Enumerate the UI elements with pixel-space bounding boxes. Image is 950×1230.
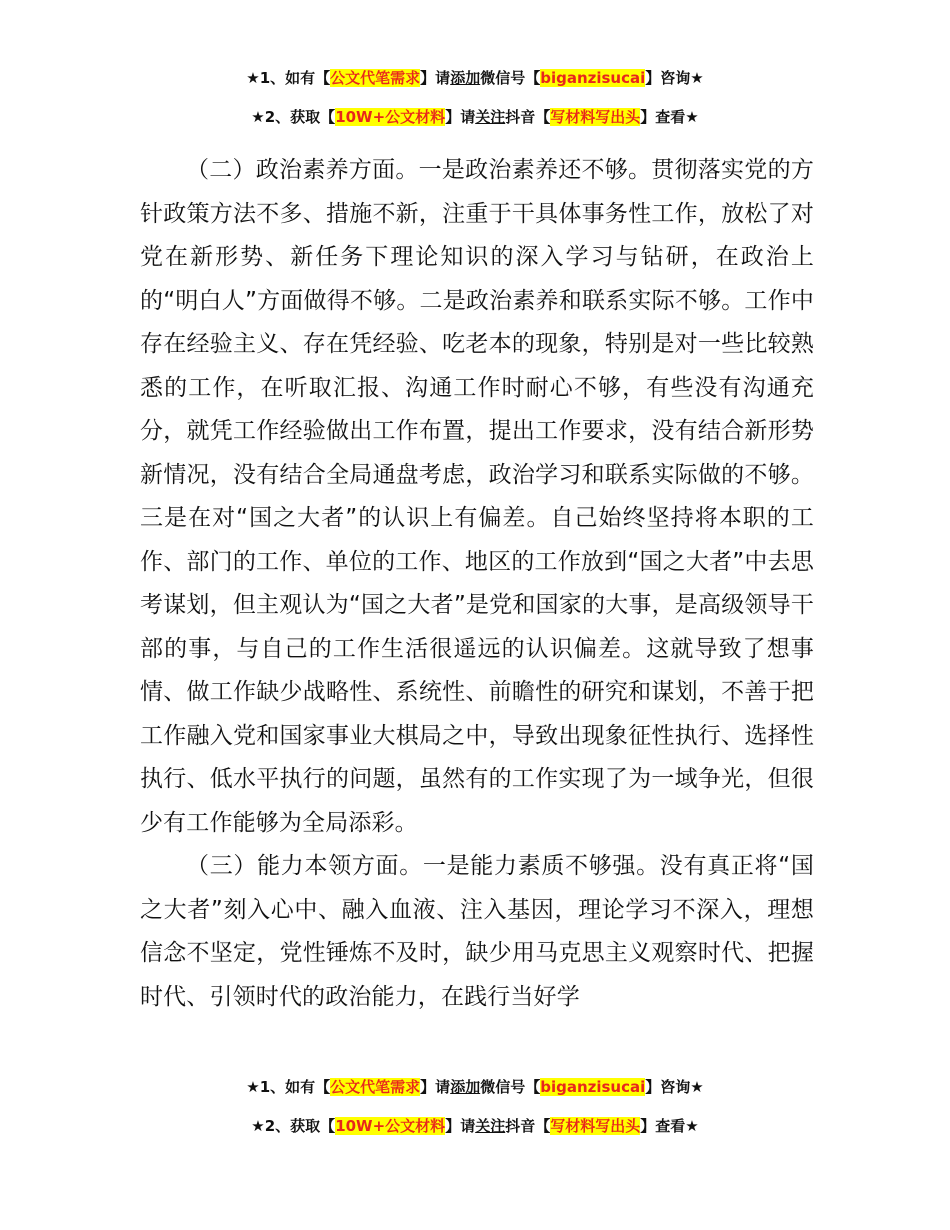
banner-highlight: 写材料写出头 <box>550 108 641 126</box>
footer-banner-line-2 <box>0 1115 950 1137</box>
banner-highlight: 写材料写出头 <box>550 1117 641 1135</box>
banner-text: ★2、获取【 <box>251 108 336 126</box>
document-body <box>140 149 814 1019</box>
banner-highlight: biganzisucai <box>540 1078 646 1096</box>
banner-highlight: 10W+公文材料 <box>335 108 446 126</box>
banner-text: 】请 <box>420 69 451 87</box>
banner-text: 】咨询★ <box>645 1078 704 1096</box>
banner-underline: 关注 <box>475 1117 506 1135</box>
banner-underline: 添加 <box>450 69 481 87</box>
banner-text: ★2、获取【 <box>251 1117 336 1135</box>
banner-text: 】查看★ <box>640 1117 699 1135</box>
banner-highlight: 公文代笔需求 <box>330 69 421 87</box>
banner-underline: 添加 <box>450 1078 481 1096</box>
banner-text: 】咨询★ <box>645 69 704 87</box>
paragraph-ability: （三）能力本领方面。一是能力素质不够强。没有真正将“国之大者”刻入心中、融入血液、注入基因，理论学习不深入，理想信念不坚定，党性锤炼不及时，缺少用马克思主义观察时代、把握时代、引领时代的政治能力，在践行当好学 <box>140 853 814 1010</box>
banner-text: 】请 <box>445 1117 476 1135</box>
banner-text: ★1、如有【 <box>246 69 331 87</box>
banner-text: 微信号【 <box>480 1078 541 1096</box>
banner-text: 】查看★ <box>640 108 699 126</box>
banner-text: 微信号【 <box>480 69 541 87</box>
banner-highlight: 10W+公文材料 <box>335 1117 446 1135</box>
banner-text: 抖音【 <box>505 108 551 126</box>
paragraph-political-literacy: （二）政治素养方面。一是政治素养还不够。贯彻落实党的方针政策方法不多、措施不新，注重于干具体事务性工作，放松了对党在新形势、新任务下理论知识的深入学习与钻研，在政治上的“明白人”方面做得不够。二是政治素养和联系实际不够。工作中存在经验主义、存在凭经验、吃老本的现象，特别是对一些比较熟悉的工作，在听取汇报、沟通工作时耐心不够，有些没有沟通充分，就凭工作经验做出工作布置，提出工作要求，没有结合新形势新情况，没有结合全局通盘考虑，政治学习和联系实际做的不够。三是在对“国之大者”的认识上有偏差。自己始终坚持将本职的工作、部门的工作、单位的工作、地区的工作放到“国之大者”中去思考谋划，但主观认为“国之大者”是党和国家的大事，是高级领导干部的事，与自己的工作生活很遥远的认识偏差。这就导致了想事情、做工作缺少战略性、系统性、前瞻性的研究和谋划，不善于把工作融入党和国家事业大棋局之中，导致出现象征性执行、选择性执行、低水平执行的问题，虽然有的工作实现了为一域争光，但很少有工作能够为全局添彩。 <box>140 157 814 836</box>
banner-text: 】请 <box>420 1078 451 1096</box>
header-banner-line-1 <box>0 67 950 89</box>
banner-text: 】请 <box>445 108 476 126</box>
banner-highlight: biganzisucai <box>540 69 646 87</box>
banner-text: 抖音【 <box>505 1117 551 1135</box>
header-banner-line-2 <box>0 106 950 128</box>
footer-banner-line-1 <box>0 1076 950 1098</box>
banner-text: ★1、如有【 <box>246 1078 331 1096</box>
banner-highlight: 公文代笔需求 <box>330 1078 421 1096</box>
banner-underline: 关注 <box>475 108 506 126</box>
